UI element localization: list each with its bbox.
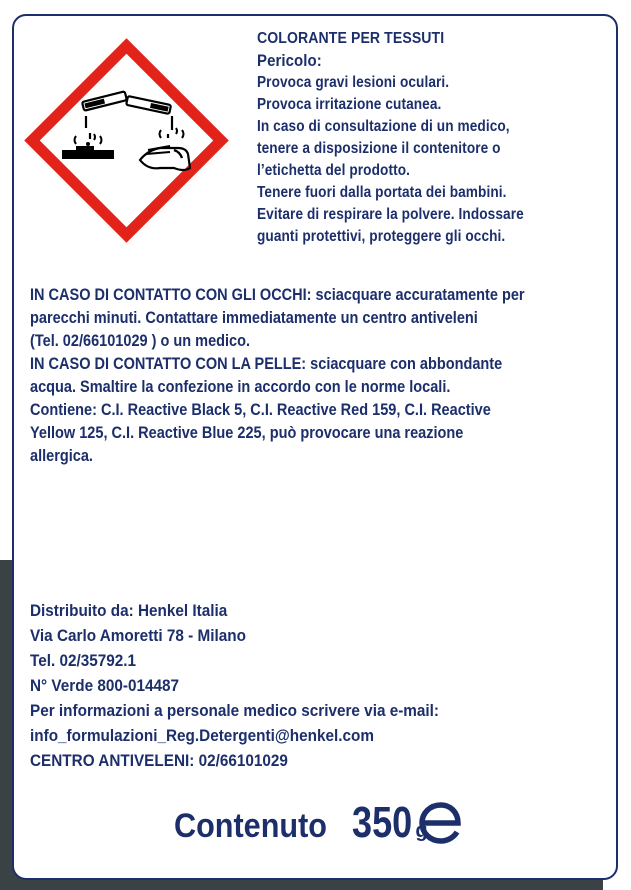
distributor-line: Via Carlo Amoretti 78 - Milano	[30, 626, 246, 645]
instruction-line: IN CASO DI CONTATTO CON LA PELLE: sciacquare con abbondante	[30, 355, 503, 373]
net-content	[174, 798, 428, 858]
distributor-line: Tel. 02/35792.1	[30, 651, 137, 670]
instruction-line: IN CASO DI CONTATTO CON GLI OCCHI: sciacquare accuratamente per	[30, 286, 525, 304]
signal-word: Pericolo:	[257, 51, 322, 70]
hazard-line: guanti protettivi, proteggere gli occhi.	[257, 228, 506, 245]
estimated-e-icon	[416, 801, 466, 845]
hazard-line: Tenere fuori dalla portata dei bambini.	[257, 184, 507, 201]
hazard-line: Evitare di respirare la polvere. Indossare	[257, 206, 524, 223]
instruction-line: (Tel. 02/66101029 ) o un medico.	[30, 332, 251, 350]
corrosion-ghs-icon	[24, 38, 229, 243]
distributor-line: Distribuito da: Henkel Italia	[30, 601, 228, 620]
hazard-line: Provoca irritazione cutanea.	[257, 96, 442, 113]
hazard-line: tenere a disposizione il contenitore o	[257, 140, 501, 157]
distributor-line: CENTRO ANTIVELENI: 02/66101029	[30, 751, 288, 770]
instruction-line: Contiene: C.I. Reactive Black 5, C.I. Reactive Red 159, C.I. Reactive	[30, 401, 491, 419]
distributor-line: N° Verde 800-014487	[30, 676, 180, 695]
instruction-line: parecchi minuti. Contattare immediatamente un centro antiveleni	[30, 309, 478, 327]
instruction-line: acqua. Smaltire la confezione in accordo con le norme locali.	[30, 378, 451, 396]
hazard-line: In caso di consultazione di un medico,	[257, 118, 510, 135]
content-label: Contenuto	[174, 807, 327, 845]
content-amount: 350	[351, 798, 413, 847]
product-title: COLORANTE PER TESSUTI	[257, 30, 445, 47]
first-aid-instructions	[30, 284, 607, 468]
distributor-info	[30, 598, 439, 773]
instruction-line: Yellow 125, C.I. Reactive Blue 225, può provocare una reazione	[30, 424, 464, 442]
hazard-line: Provoca gravi lesioni oculari.	[257, 74, 450, 91]
distributor-line: Per informazioni a personale medico scrivere via e-mail:	[30, 701, 440, 720]
content-unit: g	[415, 820, 428, 842]
label-panel	[12, 14, 618, 880]
hazard-line: l’etichetta del prodotto.	[257, 162, 411, 179]
instruction-line: allergica.	[30, 447, 93, 465]
hazard-statements	[257, 28, 607, 248]
distributor-email: info_formulazioni_Reg.Detergenti@henkel.com	[30, 726, 374, 745]
